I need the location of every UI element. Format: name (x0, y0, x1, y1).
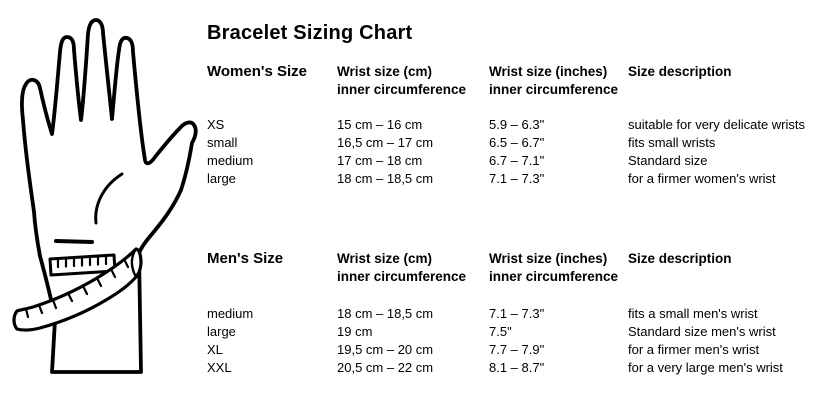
table-row (207, 323, 820, 341)
men-table-header (207, 250, 820, 286)
page-title: Bracelet Sizing Chart (207, 22, 413, 44)
size-cell: medium (207, 306, 254, 321)
table-row (207, 152, 820, 170)
cm-cell: 19 cm (337, 324, 373, 339)
men-section-label: Men's Size (207, 250, 284, 267)
column-header-description: Size description (628, 64, 732, 79)
column-header-description: Size description (628, 251, 732, 266)
inches-cell: 7.7 – 7.9" (489, 342, 545, 357)
description-cell: for a firmer women's wrist (628, 171, 776, 186)
inches-cell: 6.5 – 6.7" (489, 135, 545, 150)
table-row (207, 305, 820, 323)
cm-cell: 16,5 cm – 17 cm (337, 135, 434, 150)
table-row (207, 341, 820, 359)
size-cell: large (207, 324, 236, 339)
cm-cell: 19,5 cm – 20 cm (337, 342, 434, 357)
women-size-table (207, 63, 820, 188)
table-row (207, 134, 820, 152)
table-row (207, 116, 820, 134)
description-cell: fits a small men's wrist (628, 306, 758, 321)
women-table-header (207, 63, 820, 99)
size-cell: large (207, 171, 236, 186)
inches-cell: 7.1 – 7.3" (489, 171, 545, 186)
hand-measuring-tape-icon (0, 0, 205, 400)
women-table-rows (207, 116, 820, 188)
men-size-table (207, 250, 820, 377)
column-header-wrist-cm: Wrist size (cm) inner circumference (337, 64, 467, 97)
table-row (207, 359, 820, 377)
description-cell: suitable for very delicate wrists (628, 117, 806, 132)
cm-cell: 18 cm – 18,5 cm (337, 306, 434, 321)
size-cell: XL (207, 342, 223, 357)
cm-cell: 15 cm – 16 cm (337, 117, 423, 132)
wrist-crease-line (56, 241, 92, 242)
inches-cell: 7.1 – 7.3" (489, 306, 545, 321)
description-cell: for a very large men's wrist (628, 360, 783, 375)
column-header-wrist-cm: Wrist size (cm) inner circumference (337, 251, 467, 284)
cm-cell: 18 cm – 18,5 cm (337, 171, 434, 186)
size-cell: small (207, 135, 238, 150)
column-header-wrist-inches: Wrist size (inches) inner circumference (489, 251, 619, 284)
size-cell: medium (207, 153, 254, 168)
inches-cell: 6.7 – 7.1" (489, 153, 545, 168)
column-header-wrist-inches: Wrist size (inches) inner circumference (489, 64, 619, 97)
cm-cell: 20,5 cm – 22 cm (337, 360, 434, 375)
cm-cell: 17 cm – 18 cm (337, 153, 423, 168)
men-table-rows (207, 305, 820, 377)
inches-cell: 8.1 – 8.7" (489, 360, 545, 375)
description-cell: Standard size men's wrist (628, 324, 776, 339)
inches-cell: 5.9 – 6.3" (489, 117, 545, 132)
description-cell: for a firmer men's wrist (628, 342, 760, 357)
description-cell: fits small wrists (628, 135, 716, 150)
women-section-label: Women's Size (207, 63, 307, 80)
table-row (207, 170, 820, 188)
size-cell: XS (207, 117, 225, 132)
inches-cell: 7.5" (489, 324, 512, 339)
description-cell: Standard size (628, 153, 708, 168)
size-cell: XXL (207, 360, 232, 375)
